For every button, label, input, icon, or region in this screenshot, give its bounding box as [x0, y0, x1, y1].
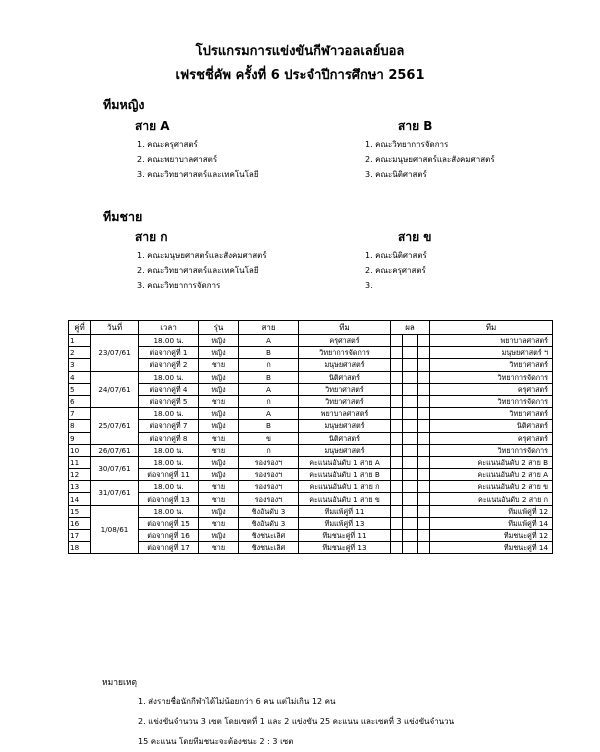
result-cell [403, 347, 418, 359]
match-pool: ก [239, 444, 299, 456]
table-row [69, 408, 553, 420]
match-pool: B [239, 347, 299, 359]
match-division: ชาย [199, 517, 239, 529]
women-heading: ทีมหญิง [103, 97, 145, 112]
table-row [69, 542, 553, 554]
match-team-2: ทีมชนะคู่ที่ 12 [430, 530, 553, 542]
match-team-1: นิติศาสตร์ [299, 432, 391, 444]
match-number: 11 [69, 456, 91, 468]
match-team-1: นิติศาสตร์ [299, 371, 391, 383]
match-division: หญิง [199, 335, 239, 347]
result-cell [418, 408, 430, 420]
result-cell [403, 383, 418, 395]
table-row [69, 383, 553, 395]
result-cell [391, 359, 403, 371]
match-team-2: ทีมชนะคู่ที่ 14 [430, 542, 553, 554]
list-item: 3. [365, 281, 373, 290]
result-cell [391, 456, 403, 468]
result-cell [418, 395, 430, 407]
match-time: ต่อจากคู่ที่ 17 [139, 542, 199, 554]
result-cell [403, 505, 418, 517]
match-team-1: คะแนนอันดับ 1 สาย A [299, 456, 391, 468]
result-cell [418, 542, 430, 554]
match-date: 25/07/61 [91, 408, 139, 445]
match-pool: A [239, 335, 299, 347]
match-team-1: วิทยาศาสตร์ [299, 395, 391, 407]
match-time: ต่อจากคู่ที่ 15 [139, 517, 199, 529]
match-pool: ชิงชนะเลิศ [239, 530, 299, 542]
list-item: 3. คณะวิทยาการจัดการ [137, 281, 221, 290]
match-time: ต่อจากคู่ที่ 8 [139, 432, 199, 444]
header-division: รุ่น [199, 321, 239, 335]
match-number: 13 [69, 481, 91, 493]
match-team-2: คะแนนอันดับ 2 สาย ก [430, 493, 553, 505]
match-division: ชาย [199, 542, 239, 554]
header-no: คู่ที่ [69, 321, 91, 335]
match-pool: รองรองฯ [239, 469, 299, 481]
result-cell [403, 517, 418, 529]
match-team-2: วิทยาการจัดการ [430, 444, 553, 456]
result-cell [418, 493, 430, 505]
table-row [69, 420, 553, 432]
result-cell [391, 371, 403, 383]
match-time: ต่อจากคู่ที่ 2 [139, 359, 199, 371]
match-pool: ข [239, 432, 299, 444]
table-row [69, 456, 553, 468]
match-team-1: ทีมแพ้คู่ที่ 11 [299, 505, 391, 517]
match-team-1: วิทยาการจัดการ [299, 347, 391, 359]
match-division: ชาย [199, 493, 239, 505]
list-item: 1. คณะนิติศาสตร์ [365, 251, 427, 260]
match-team-2: วิทยาการจัดการ [430, 371, 553, 383]
match-date: 23/07/61 [91, 335, 139, 372]
match-pool: B [239, 420, 299, 432]
match-number: 12 [69, 469, 91, 481]
men-pool-b-list [365, 248, 427, 293]
list-item: 1. คณะมนุษยศาสตร์และสังคมศาสตร์ [137, 251, 267, 260]
result-cell [391, 493, 403, 505]
header-date: วันที่ [91, 321, 139, 335]
match-date: 30/07/61 [91, 456, 139, 480]
match-team-2: วิทยาศาสตร์ [430, 408, 553, 420]
match-time: ต่อจากคู่ที่ 7 [139, 420, 199, 432]
notes-heading: หมายเหตุ [102, 678, 137, 688]
women-pool-b-list [365, 137, 495, 182]
match-division: ชาย [199, 432, 239, 444]
list-item: 2. คณะพยาบาลศาสตร์ [137, 155, 218, 164]
match-pool: ก [239, 395, 299, 407]
match-number: 10 [69, 444, 91, 456]
match-team-2: ครุศาสตร์ [430, 432, 553, 444]
result-cell [418, 359, 430, 371]
match-team-2: คะแนนอันดับ 2 สาย B [430, 456, 553, 468]
match-number: 14 [69, 493, 91, 505]
match-number: 7 [69, 408, 91, 420]
result-cell [403, 542, 418, 554]
result-cell [403, 359, 418, 371]
match-time: ต่อจากคู่ที่ 11 [139, 469, 199, 481]
match-team-1: วิทยาศาสตร์ [299, 383, 391, 395]
header-team-1: ทีม [299, 321, 391, 335]
notes-list [138, 692, 454, 752]
result-cell [391, 383, 403, 395]
match-time: ต่อจากคู่ที่ 16 [139, 530, 199, 542]
result-cell [391, 517, 403, 529]
match-time: 18.00 น. [139, 456, 199, 468]
match-pool: ชิงอันดับ 3 [239, 505, 299, 517]
match-pool: A [239, 383, 299, 395]
match-pool: รองรองฯ [239, 456, 299, 468]
men-pool-b-title: สาย ข [398, 230, 432, 244]
result-cell [418, 444, 430, 456]
result-cell [418, 347, 430, 359]
match-team-2: วิทยาการจัดการ [430, 395, 553, 407]
match-number: 8 [69, 420, 91, 432]
result-cell [391, 542, 403, 554]
result-cell [403, 335, 418, 347]
schedule-table [68, 320, 553, 554]
result-cell [418, 371, 430, 383]
list-item: 3. คณะวิทยาศาสตร์และเทคโนโลยี [137, 170, 259, 179]
note-item: 1. ส่งรายชื่อนักกีฬาได้ไม่น้อยกว่า 6 คน แต่ไม่เกิน 12 คน [138, 697, 336, 706]
match-pool: รองรองฯ [239, 493, 299, 505]
match-division: หญิง [199, 383, 239, 395]
table-row [69, 493, 553, 505]
result-cell [403, 420, 418, 432]
result-cell [403, 456, 418, 468]
result-cell [418, 383, 430, 395]
match-time: 18.00 น. [139, 408, 199, 420]
result-cell [391, 530, 403, 542]
list-item: 2. คณะมนุษยศาสตร์และสังคมศาสตร์ [365, 155, 495, 164]
match-pool: ชิงชนะเลิศ [239, 542, 299, 554]
result-cell [418, 517, 430, 529]
match-division: หญิง [199, 371, 239, 383]
women-pool-b-title: สาย B [398, 119, 433, 133]
header-result: ผล [391, 321, 430, 335]
men-heading: ทีมชาย [103, 209, 143, 224]
match-team-1: ทีมชนะคู่ที่ 13 [299, 542, 391, 554]
match-division: ชาย [199, 481, 239, 493]
match-team-2: คะแนนอันดับ 2 สาย ข [430, 481, 553, 493]
match-time: ต่อจากคู่ที่ 5 [139, 395, 199, 407]
match-division: ชาย [199, 359, 239, 371]
match-time: 18.00 น. [139, 444, 199, 456]
match-team-1: ทีมแพ้คู่ที่ 13 [299, 517, 391, 529]
result-cell [391, 395, 403, 407]
result-cell [403, 444, 418, 456]
list-item: 3. คณะนิติศาสตร์ [365, 170, 427, 179]
result-cell [418, 432, 430, 444]
table-row [69, 335, 553, 347]
result-cell [391, 505, 403, 517]
match-team-2: คะแนนอันดับ 2 สาย A [430, 469, 553, 481]
list-item: 1. คณะครุศาสตร์ [137, 140, 198, 149]
match-team-2: ทีมแพ้คู่ที่ 12 [430, 505, 553, 517]
table-row [69, 517, 553, 529]
match-division: ชาย [199, 444, 239, 456]
result-cell [403, 408, 418, 420]
match-team-2: มนุษยศาสตร์ ฯ [430, 347, 553, 359]
note-item: 15 คะแนน โดยทีมชนะจะต้องชนะ 2 : 3 เซต [138, 737, 294, 746]
result-cell [403, 469, 418, 481]
match-pool: B [239, 371, 299, 383]
table-row [69, 371, 553, 383]
match-time: 18.00 น. [139, 481, 199, 493]
match-number: 1 [69, 335, 91, 347]
match-team-2: พยาบาลศาสตร์ [430, 335, 553, 347]
list-item: 2. คณะวิทยาศาสตร์และเทคโนโลยี [137, 266, 259, 275]
match-number: 15 [69, 505, 91, 517]
match-number: 3 [69, 359, 91, 371]
result-cell [418, 505, 430, 517]
match-date: 24/07/61 [91, 371, 139, 408]
match-division: หญิง [199, 456, 239, 468]
match-number: 4 [69, 371, 91, 383]
match-team-1: คะแนนอันดับ 1 สาย ข [299, 493, 391, 505]
list-item: 2. คณะครุศาสตร์ [365, 266, 426, 275]
result-cell [403, 432, 418, 444]
match-number: 9 [69, 432, 91, 444]
result-cell [391, 347, 403, 359]
match-time: ต่อจากคู่ที่ 13 [139, 493, 199, 505]
table-row [69, 481, 553, 493]
result-cell [391, 420, 403, 432]
result-cell [418, 481, 430, 493]
match-pool: ชิงอันดับ 3 [239, 517, 299, 529]
match-team-1: ครุศาสตร์ [299, 335, 391, 347]
match-number: 5 [69, 383, 91, 395]
match-team-1: ทีมชนะคู่ที่ 11 [299, 530, 391, 542]
header-time: เวลา [139, 321, 199, 335]
match-team-2: ครุศาสตร์ [430, 383, 553, 395]
match-division: ชาย [199, 395, 239, 407]
result-cell [403, 530, 418, 542]
match-number: 18 [69, 542, 91, 554]
match-time: ต่อจากคู่ที่ 1 [139, 347, 199, 359]
match-team-1: มนุษยศาสตร์ [299, 444, 391, 456]
match-number: 17 [69, 530, 91, 542]
match-number: 6 [69, 395, 91, 407]
men-pool-a-title: สาย ก [135, 230, 168, 244]
women-pool-a-title: สาย A [135, 119, 170, 133]
men-pool-a-list [137, 248, 267, 293]
match-division: หญิง [199, 530, 239, 542]
match-date: 31/07/61 [91, 481, 139, 505]
match-time: 18.00 น. [139, 335, 199, 347]
match-division: หญิง [199, 408, 239, 420]
match-team-1: คะแนนอันดับ 1 สาย B [299, 469, 391, 481]
table-row [69, 359, 553, 371]
table-header-row [69, 321, 553, 335]
table-row [69, 505, 553, 517]
page-title-line-2: เฟรชชี่คัพ ครั้งที่ 6 ประจำปีการศึกษา 2561 [175, 68, 425, 83]
match-time: 18.00 น. [139, 371, 199, 383]
match-date: 26/07/61 [91, 444, 139, 456]
match-date: 1/08/61 [91, 505, 139, 554]
table-row [69, 395, 553, 407]
header-team-2: ทีม [430, 321, 553, 335]
match-team-2: นิติศาสตร์ [430, 420, 553, 432]
list-item: 1. คณะวิทยาการจัดการ [365, 140, 449, 149]
match-time: ต่อจากคู่ที่ 4 [139, 383, 199, 395]
match-division: หญิง [199, 469, 239, 481]
match-time: 18.00 น. [139, 505, 199, 517]
result-cell [391, 432, 403, 444]
table-row [69, 432, 553, 444]
match-team-1: พยาบาลศาสตร์ [299, 408, 391, 420]
result-cell [403, 493, 418, 505]
match-pool: รองรองฯ [239, 481, 299, 493]
match-division: หญิง [199, 505, 239, 517]
result-cell [391, 444, 403, 456]
result-cell [391, 335, 403, 347]
note-item: 2. แข่งขันจำนวน 3 เซต โดยเซตที่ 1 และ 2 แข่งขัน 25 คะแนน และเซตที่ 3 แข่งขันจำนวน [138, 717, 455, 726]
result-cell [418, 469, 430, 481]
header-pool: สาย [239, 321, 299, 335]
match-pool: A [239, 408, 299, 420]
result-cell [403, 395, 418, 407]
table-row [69, 469, 553, 481]
match-team-2: วิทยาศาสตร์ [430, 359, 553, 371]
match-number: 2 [69, 347, 91, 359]
table-row [69, 530, 553, 542]
women-pool-a-list [137, 137, 259, 182]
result-cell [418, 530, 430, 542]
result-cell [391, 469, 403, 481]
table-row [69, 444, 553, 456]
result-cell [403, 481, 418, 493]
result-cell [391, 408, 403, 420]
match-team-1: มนุษยศาสตร์ [299, 420, 391, 432]
result-cell [418, 420, 430, 432]
match-division: หญิง [199, 420, 239, 432]
match-team-1: มนุษยศาสตร์ [299, 359, 391, 371]
match-team-1: คะแนนอันดับ 1 สาย ก [299, 481, 391, 493]
result-cell [418, 335, 430, 347]
match-number: 16 [69, 517, 91, 529]
match-division: หญิง [199, 347, 239, 359]
result-cell [403, 371, 418, 383]
match-team-2: ทีมแพ้คู่ที่ 14 [430, 517, 553, 529]
match-pool: ก [239, 359, 299, 371]
page-title-line-1: โปรแกรมการแข่งขันกีฬาวอลเลย์บอล [195, 44, 405, 59]
result-cell [391, 481, 403, 493]
result-cell [418, 456, 430, 468]
table-row [69, 347, 553, 359]
